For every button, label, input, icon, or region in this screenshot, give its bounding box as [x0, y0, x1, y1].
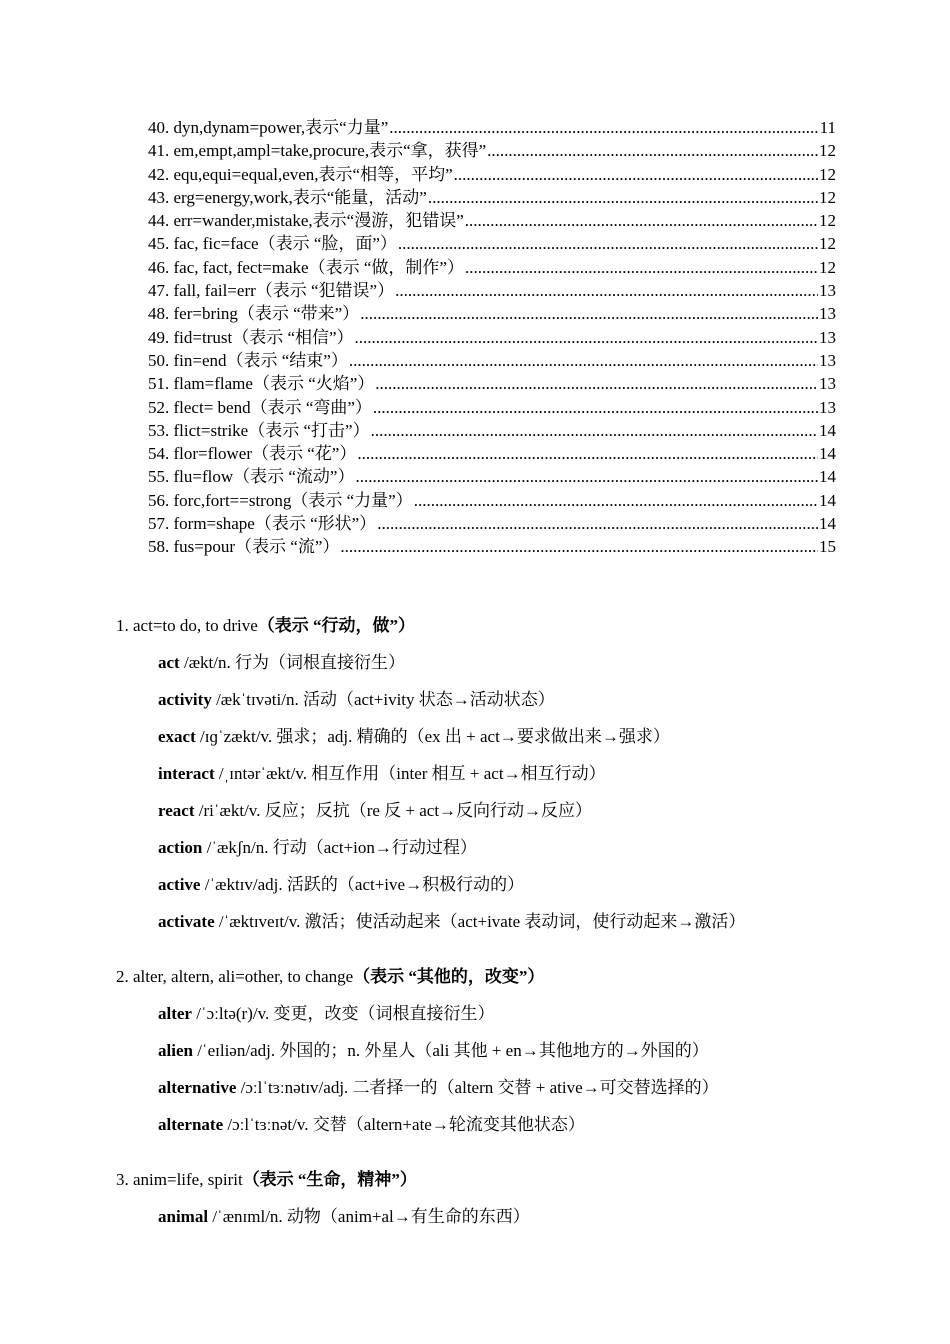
toc-page-number: 14 [819, 490, 836, 510]
section-heading-meaning: （表示 “生命，精神”） [242, 1170, 417, 1189]
toc-entry-label: 41. em,empt,ampl=take,procure,表示“拿，获得” [148, 141, 487, 161]
word-entry [158, 903, 836, 940]
toc-entry-label: 53. flict=strike（表示 “打击”） [148, 420, 370, 440]
word-entry [158, 995, 836, 1032]
toc-entry-label: 43. erg=energy,work,表示“能量，活动” [148, 187, 427, 207]
toc-page-number: 14 [819, 444, 836, 464]
word-entry [158, 681, 836, 718]
toc-leader-dots [360, 302, 818, 325]
headword: active [158, 875, 201, 894]
toc-entry-label: 44. err=wander,mistake,表示“漫游，犯错误” [148, 211, 464, 231]
toc-entry-label: 48. fer=bring（表示 “带来”） [148, 304, 360, 324]
section-heading-meaning: （表示 “其他的，改变”） [353, 967, 545, 986]
headword: alternate [158, 1115, 224, 1134]
toc-entry[interactable] [148, 419, 836, 442]
toc-entry-label: 51. flam=flame（表示 “火焰”） [148, 374, 375, 394]
headword: exact [158, 727, 196, 746]
toc-page-number: 13 [819, 281, 836, 301]
toc-leader-dots [357, 442, 818, 465]
word-definition: /ɔːlˈtɜːnət/v. 交替（altern+ate→轮流变其他状态） [223, 1115, 585, 1134]
toc-entry[interactable] [148, 465, 836, 488]
toc-leader-dots [389, 116, 818, 139]
section-heading-meaning: （表示 “行动，做”） [257, 616, 416, 635]
headword: alien [158, 1041, 193, 1060]
headword: alternative [158, 1078, 237, 1097]
toc-entry[interactable] [148, 163, 836, 186]
word-definition: /ˈæktɪv/adj. 活跃的（act+ive→积极行动的） [200, 875, 525, 894]
root-section-alter [116, 965, 836, 1143]
word-definition: /ækt/n. 行为（词根直接衍生） [179, 653, 405, 672]
toc-page-number: 13 [819, 397, 836, 417]
toc-entry[interactable] [148, 186, 836, 209]
toc-entry-label: 58. fus=pour（表示 “流”） [148, 537, 340, 557]
word-entry [158, 866, 836, 903]
toc-page-number: 13 [819, 350, 836, 370]
toc-entry[interactable] [148, 232, 836, 255]
toc-entry[interactable] [148, 209, 836, 232]
section-heading-root: 2. alter, altern, ali=other, to change [116, 967, 354, 986]
toc-entry[interactable] [148, 116, 836, 139]
word-definition: /ˈænɪml/n. 动物（anim+al→有生命的东西） [208, 1207, 530, 1226]
toc-leader-dots [355, 465, 818, 488]
toc-leader-dots [428, 186, 818, 209]
toc-leader-dots [414, 489, 818, 512]
headword: activity [158, 690, 212, 709]
toc-entry[interactable] [148, 256, 836, 279]
toc-entry[interactable] [148, 442, 836, 465]
word-definition: /ˌɪntərˈækt/v. 相互作用（inter 相互 + act→相互行动） [214, 764, 606, 783]
toc-entry-label: 40. dyn,dynam=power,表示“力量” [148, 118, 389, 137]
toc-page-number: 13 [819, 327, 836, 347]
toc-entry-label: 42. equ,equi=equal,even,表示“相等，平均” [148, 164, 453, 184]
toc-page-number: 12 [819, 211, 836, 231]
toc-entry-label: 47. fall, fail=err（表示 “犯错误”） [148, 281, 395, 301]
toc-leader-dots [377, 512, 818, 535]
toc-leader-dots [454, 163, 818, 186]
word-entry [158, 1069, 836, 1106]
toc-entry[interactable] [148, 396, 836, 419]
headword: alter [158, 1004, 192, 1023]
toc-entry[interactable] [148, 279, 836, 302]
word-entry [158, 1032, 836, 1069]
toc-page-number: 11 [819, 118, 836, 137]
word-entry [158, 755, 836, 792]
word-definition: /ˈeɪliən/adj. 外国的；n. 外星人（ali 其他 + en→其他地方的→外国的） [192, 1041, 709, 1060]
toc-page-number: 12 [819, 257, 836, 277]
root-section-anim [116, 1168, 836, 1235]
toc-entry-label: 50. fin=end（表示 “结束”） [148, 350, 348, 370]
toc-entry[interactable] [148, 349, 836, 372]
word-definition: /ɔːlˈtɜːnətɪv/adj. 二者择一的（altern 交替 + ative→可交替选择的） [236, 1078, 719, 1097]
word-definition: /ˈɔːltə(r)/v. 变更，改变（词根直接衍生） [191, 1004, 495, 1023]
toc-entry-label: 46. fac, fact, fect=make（表示 “做，制作”） [148, 257, 464, 277]
toc-leader-dots [375, 372, 818, 395]
section-heading-root: 3. anim=life, spirit [116, 1170, 243, 1189]
toc-entry-label: 54. flor=flower（表示 “花”） [148, 444, 357, 464]
toc-leader-dots [465, 256, 818, 279]
toc-entry[interactable] [148, 535, 836, 558]
toc-page-number: 13 [819, 374, 836, 394]
word-definition: /ˈækʃn/n. 行动（act+ion→行动过程） [202, 838, 477, 857]
word-entry [158, 644, 836, 681]
word-definition: /ɪɡˈzækt/v. 强求；adj. 精确的（ex 出 + act→要求做出来→强求） [195, 727, 670, 746]
word-definition: /ˈæktɪveɪt/v. 激活；使活动起来（act+ivate 表动词，使行动起来→激活） [214, 912, 746, 931]
toc-leader-dots [465, 209, 818, 232]
toc-entry[interactable] [148, 139, 836, 162]
word-entry [158, 1106, 836, 1143]
root-section-act [116, 614, 836, 940]
section-heading [116, 1168, 836, 1192]
headword: act [158, 653, 180, 672]
toc-leader-dots [355, 326, 818, 349]
toc-entry-label: 56. forc,fort==strong（表示 “力量”） [148, 490, 413, 510]
toc-page-number: 14 [819, 420, 836, 440]
headword: animal [158, 1207, 209, 1226]
toc-entry[interactable] [148, 302, 836, 325]
toc-entry[interactable] [148, 372, 836, 395]
toc-entry-label: 49. fid=trust（表示 “相信”） [148, 327, 354, 347]
toc-page-number: 12 [819, 234, 836, 254]
toc-page-number: 13 [819, 304, 836, 324]
toc-page-number: 15 [819, 537, 836, 557]
toc-leader-dots [340, 535, 818, 558]
toc-entry[interactable] [148, 512, 836, 535]
toc-page-number: 12 [819, 141, 836, 161]
headword: interact [158, 764, 215, 783]
toc-leader-dots [398, 232, 818, 255]
section-heading [116, 965, 836, 989]
section-heading-root: 1. act=to do, to drive [116, 616, 258, 635]
toc-leader-dots [373, 396, 818, 419]
toc-leader-dots [395, 279, 818, 302]
toc-page-number: 12 [819, 187, 836, 207]
word-entry [158, 829, 836, 866]
word-entry [158, 792, 836, 829]
toc-leader-dots [371, 419, 818, 442]
toc-page-number: 14 [819, 467, 836, 487]
word-definition: /riˈækt/v. 反应；反抗（re 反 + act→反向行动→反应） [194, 801, 593, 820]
toc-page-number: 12 [819, 164, 836, 184]
word-entry [158, 718, 836, 755]
word-entry [158, 1198, 836, 1235]
toc-entry-label: 55. flu=flow（表示 “流动”） [148, 467, 355, 487]
toc-leader-dots [349, 349, 818, 372]
toc-entry-label: 52. flect= bend（表示 “弯曲”） [148, 397, 372, 417]
table-of-contents [148, 116, 836, 559]
toc-entry[interactable] [148, 489, 836, 512]
toc-entry-label: 57. form=shape（表示 “形状”） [148, 514, 377, 534]
word-definition: /ækˈtɪvəti/n. 活动（act+ivity 状态→活动状态） [211, 690, 555, 709]
headword: react [158, 801, 195, 820]
headword: action [158, 838, 203, 857]
toc-leader-dots [487, 139, 818, 162]
toc-page-number: 14 [819, 514, 836, 534]
headword: activate [158, 912, 215, 931]
section-heading [116, 614, 836, 638]
toc-entry[interactable] [148, 326, 836, 349]
toc-entry-label: 45. fac, fic=face（表示 “脸，面”） [148, 234, 397, 254]
